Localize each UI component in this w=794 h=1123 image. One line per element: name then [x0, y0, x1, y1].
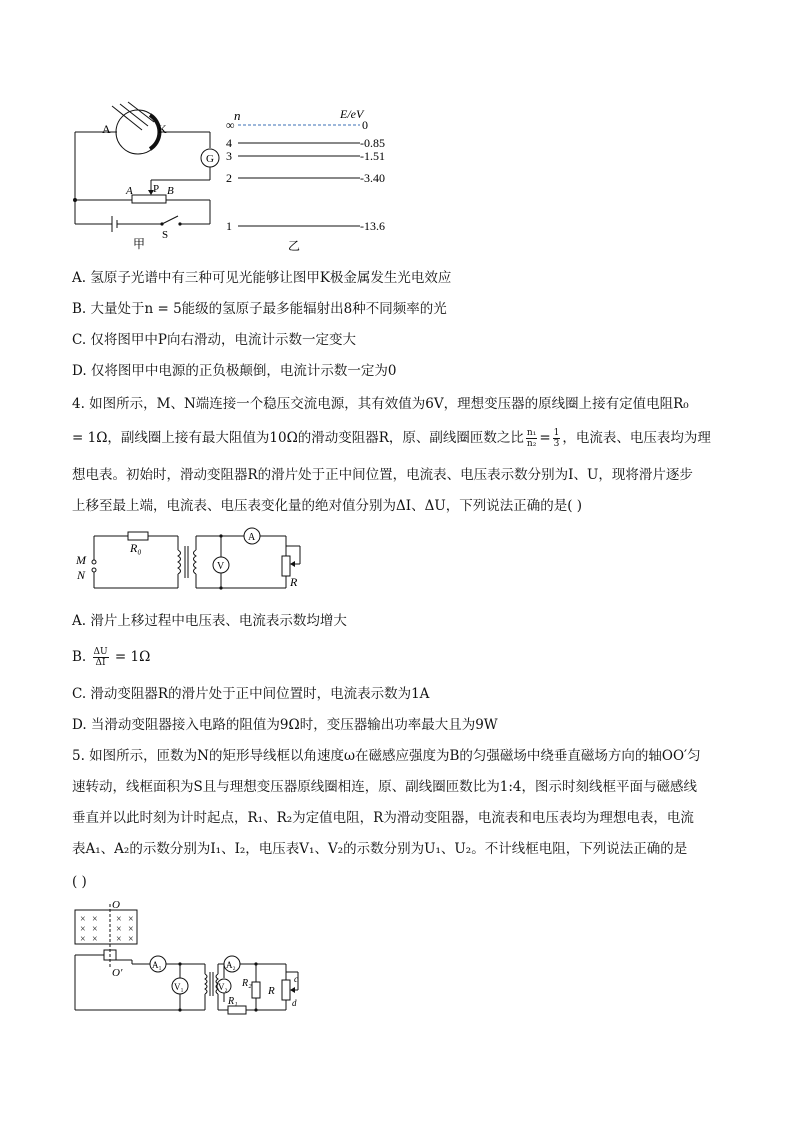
r1-label: R₁: [228, 996, 238, 1007]
q5-stem-line-1: 5. 如图所示，匝数为N的矩形导线框以角速度ω在磁感应强度为B的匀强磁场中绕垂直磁场方向的轴OO′匀: [72, 748, 701, 764]
q4-option-d: D. 当滑动变阻器接入电路的阻值为9Ω时，变压器输出功率最大且为9W: [72, 717, 498, 733]
level-energy-label: -0.85: [360, 136, 385, 150]
q3-option-d: D. 仅将图甲中电源的正负极颠倒，电流计示数一定为0: [72, 363, 397, 379]
level-energy-label: 0: [362, 118, 368, 132]
delta-u-over-delta-i: [93, 647, 109, 668]
q4-stem-text: ，电流表、电压表均为理: [562, 430, 711, 446]
level-energy-label: -1.51: [360, 149, 385, 163]
resistor-r1: [228, 1006, 246, 1014]
ratio-value-fraction: [553, 428, 561, 449]
svg-text:×: ×: [128, 924, 134, 935]
ammeter-a2-label: A₂: [226, 960, 236, 970]
terminal-n-label: N: [77, 568, 86, 582]
q4-stem-line-3: 想电表。初始时，滑动变阻器R的滑片处于正中间位置，电流表、电压表示数分别为I、U，现将滑片逐步: [72, 467, 693, 483]
q5-stem-line-3: 垂直并以此时刻为计时起点，R₁、R₂为定值电阻，R为滑动变阻器，电流表和电压表均为理想电表，电流: [72, 810, 694, 826]
label-slider: P: [153, 183, 160, 195]
svg-text:×: ×: [92, 934, 98, 945]
level-n-label: 4: [226, 136, 232, 150]
label-anode: A: [102, 122, 111, 136]
svg-text:×: ×: [92, 924, 98, 935]
svg-text:×: ×: [128, 914, 134, 925]
q3-option-a: A. 氢原子光谱中有三种可见光能够让图甲K极金属发生光电效应: [72, 270, 452, 286]
fraction-numerator: 1: [553, 428, 560, 438]
primary-coil: [178, 550, 181, 574]
q4-option-b: [72, 647, 732, 668]
rheostat-ab: [132, 195, 166, 203]
energy-axis-label: E/eV: [340, 107, 364, 121]
caption-yi: 乙: [288, 239, 301, 253]
voltmeter-v1-label: V₁: [174, 982, 184, 992]
svg-text:×: ×: [92, 914, 98, 925]
fraction-numerator: ΔU: [93, 647, 108, 657]
figure-yi-energy-levels: [222, 102, 402, 257]
voltmeter-v2-label: V₂: [218, 982, 228, 992]
switch-s: [162, 216, 178, 224]
level-n-label: 1: [226, 219, 232, 233]
figure-q5-generator-circuit: [72, 898, 312, 1023]
figure-q4-transformer-circuit: [74, 524, 314, 594]
primary-coil: [205, 974, 207, 994]
svg-text:×: ×: [80, 914, 86, 925]
level-n-label: ∞: [226, 118, 235, 132]
label-switch: S: [162, 229, 169, 241]
rheostat-r: [282, 980, 290, 1000]
fraction-denominator: 3: [553, 439, 560, 449]
n-axis-label: n: [234, 108, 241, 123]
ammeter-a1-label: A₁: [152, 960, 162, 970]
svg-text:×: ×: [116, 924, 122, 935]
q4-stem-text: =: [539, 430, 551, 446]
label-rheostat-a: A: [126, 185, 133, 197]
fraction-denominator: n₂: [526, 439, 537, 449]
q3-option-b: B. 大量处于n = 5能级的氢原子最多能辐射出8种不同频率的光: [72, 301, 447, 317]
q4-option-c: C. 滑动变阻器R的滑片处于正中间位置时，电流表示数为1A: [72, 686, 430, 702]
level-energy-label: -3.40: [360, 171, 385, 185]
r2-label: R₂: [242, 978, 252, 989]
label-cathode: K: [158, 122, 167, 136]
axis-o-prime-label: O′: [112, 967, 123, 979]
resistor-r0: [128, 532, 148, 540]
secondary-coil: [194, 550, 197, 574]
option-text: = 1Ω: [114, 649, 151, 665]
q5-stem-line-4: 表A₁、A₂的示数分别为I₁、I₂，电压表V₁、V₂的示数分别为U₁、U₂。不计线框电阻，下列说法正确的是: [72, 841, 688, 857]
q4-stem-line-2: [72, 428, 732, 449]
resistor-r2: [252, 982, 260, 998]
svg-text:×: ×: [80, 934, 86, 945]
label-galvanometer: G: [206, 153, 214, 165]
option-letter: B.: [72, 649, 87, 665]
q5-stem-line-5: ( ): [72, 874, 87, 890]
q4-stem-text: = 1Ω，副线圈上接有最大阻值为10Ω的滑动变阻器R，原、副线圈匝数之比: [72, 430, 524, 446]
caption-jia: 甲: [133, 237, 146, 251]
rheostat-label: R: [290, 575, 298, 589]
q3-option-c: C. 仅将图甲中P向右滑动，电流计示数一定变大: [72, 332, 357, 348]
fraction-numerator: n₁: [526, 428, 537, 438]
rheostat-label: R: [268, 985, 275, 997]
figure-jia-photoelectric-circuit: [70, 100, 220, 255]
terminal-d-label: d: [292, 998, 297, 1008]
svg-text:×: ×: [116, 934, 122, 945]
voltmeter-label: V: [217, 561, 225, 572]
svg-text:×: ×: [116, 914, 122, 925]
terminal-m-label: M: [76, 553, 86, 567]
r0-label: R₀: [130, 541, 142, 555]
axis-o-label: O: [112, 899, 120, 911]
terminal-c-label: c: [294, 974, 298, 984]
svg-text:×: ×: [128, 934, 134, 945]
rheostat-r: [282, 556, 290, 576]
fraction-denominator: ΔI: [95, 658, 106, 668]
turns-ratio-fraction: [526, 428, 537, 449]
label-rheostat-b: B: [167, 185, 174, 197]
q4-stem-line-1: 4. 如图所示，M、N端连接一个稳压交流电源，其有效值为6V，理想变压器的原线圈上接有定值电阻R₀: [72, 396, 689, 412]
q5-stem-line-2: 速转动，线框面积为S且与理想变压器原线圈相连，原、副线圈匝数比为1:4，图示时刻线框平面与磁感线: [72, 779, 697, 795]
q4-option-a: A. 滑片上移过程中电压表、电流表示数均增大: [72, 613, 347, 629]
ammeter-label: A: [248, 532, 256, 543]
level-n-label: 3: [226, 149, 232, 163]
level-n-label: 2: [226, 171, 232, 185]
q4-stem-line-4: 上移至最上端，电流表、电压表变化量的绝对值分别为ΔI、ΔU，下列说法正确的是( ): [72, 498, 583, 514]
level-energy-label: -13.6: [360, 219, 385, 233]
svg-text:×: ×: [80, 924, 86, 935]
